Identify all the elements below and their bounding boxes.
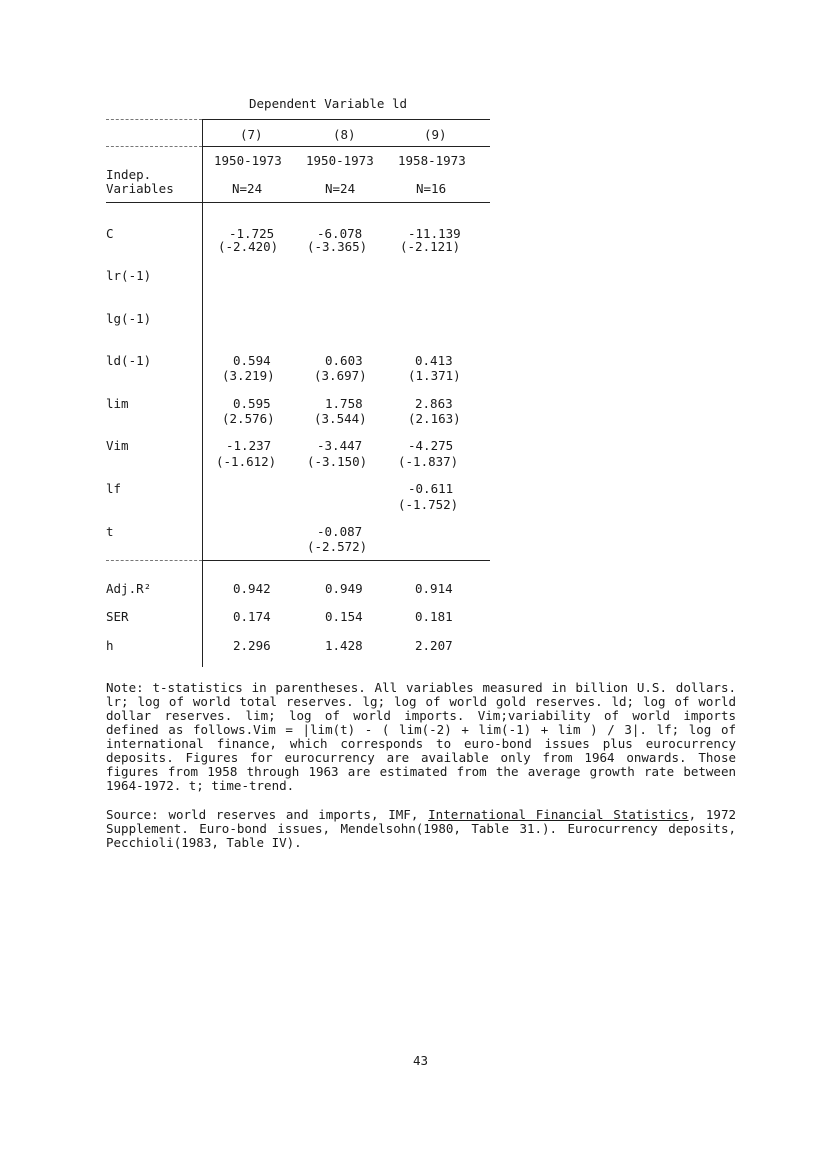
page-number: 43 — [413, 1053, 429, 1068]
top-rule-right — [202, 119, 490, 120]
tstat-c-8: (-3.365) — [307, 239, 368, 254]
table-source — [106, 808, 736, 850]
col-period-8: 1950-1973 — [306, 153, 374, 168]
row-label-lf: lf — [106, 481, 122, 496]
tstat-ld-8: (3.697) — [314, 368, 367, 383]
header-left-line2: Variables — [106, 181, 174, 196]
stat-h-9: 2.207 — [415, 638, 453, 653]
tstat-c-9: (-2.121) — [400, 239, 461, 254]
col-num-8: (8) — [333, 127, 356, 142]
header-rule-left — [106, 146, 202, 147]
coef-t-8: -0.087 — [317, 524, 363, 539]
table-note — [106, 681, 736, 793]
table-title: Dependent Variable ld — [249, 96, 408, 111]
stat-label-h: h — [106, 638, 114, 653]
coef-lim-8: 1.758 — [325, 396, 363, 411]
col-n-8: N=24 — [325, 181, 356, 196]
stat-h-8: 1.428 — [325, 638, 363, 653]
stat-adjr2-7: 0.942 — [233, 581, 271, 596]
source-publication-title: International Financial Statistics — [428, 807, 689, 822]
subheader-rule — [106, 202, 490, 203]
source-text-pre: Source: world reserves and imports, IMF, — [106, 807, 429, 822]
source-paragraph — [106, 808, 736, 850]
tstat-ld-7: (3.219) — [222, 368, 275, 383]
coef-ld-8: 0.603 — [325, 353, 363, 368]
coef-vim-7: -1.237 — [226, 438, 272, 453]
col-n-9: N=16 — [416, 181, 447, 196]
top-rule-left — [106, 119, 202, 120]
coef-c-8: -6.078 — [317, 226, 363, 241]
col-num-7: (7) — [240, 127, 263, 142]
coef-ld-9: 0.413 — [415, 353, 453, 368]
stat-label-adjr2: Adj.R² — [106, 581, 152, 596]
tstat-lim-9: (2.163) — [408, 411, 461, 426]
col-period-7: 1950-1973 — [214, 153, 282, 168]
row-label-t: t — [106, 524, 114, 539]
note-paragraph: Note: t-statistics in parentheses. All variables measured in billion U.S. dollars. lr; log of world total reserves. lg; log of world gold reserves. ld; log of world dollar reserves. lim; log of world imports. Vim;variability of world imports defined as follows.Vim = |lim(t) - ( lim(-2) + lim(-1) + lim ) / 3|. lf; log of international finance, which corresponds to euro-bond issues plus eurocurrency deposits. Figures for eurocurrency are available only from 1964 onwards. Those figures from 1958 through 1963 are estimated from the average growth rate between 1964-1972. t; time-trend. — [106, 680, 736, 793]
coef-lim-7: 0.595 — [233, 396, 271, 411]
stat-h-7: 2.296 — [233, 638, 271, 653]
coef-vim-8: -3.447 — [317, 438, 363, 453]
coef-lf-9: -0.611 — [408, 481, 454, 496]
coef-c-9: -11.139 — [408, 226, 461, 241]
column-divider — [202, 119, 203, 667]
tstat-c-7: (-2.420) — [218, 239, 279, 254]
tstat-lim-7: (2.576) — [222, 411, 275, 426]
stat-ser-9: 0.181 — [415, 609, 453, 624]
stats-rule-right — [202, 560, 490, 561]
header-left-line1: Indep. — [106, 167, 152, 182]
row-label-vim: Vim — [106, 438, 129, 453]
row-label-ld: ld(-1) — [106, 353, 152, 368]
row-label-lg: lg(-1) — [106, 311, 152, 326]
tstat-vim-8: (-3.150) — [307, 454, 368, 469]
stat-label-ser: SER — [106, 609, 129, 624]
coef-ld-7: 0.594 — [233, 353, 271, 368]
row-label-lim: lim — [106, 396, 129, 411]
tstat-vim-7: (-1.612) — [216, 454, 277, 469]
tstat-t-8: (-2.572) — [307, 539, 368, 554]
tstat-lf-9: (-1.752) — [398, 497, 459, 512]
col-num-9: (9) — [424, 127, 447, 142]
tstat-lim-8: (3.544) — [314, 411, 367, 426]
source-text-post: , 1972 Supplement. Euro-bond issues, Mendelsohn(1980, Table 31.). Eurocurrency deposits, Pecchioli(1983, Table IV). — [106, 807, 736, 850]
tstat-vim-9: (-1.837) — [398, 454, 459, 469]
stat-ser-8: 0.154 — [325, 609, 363, 624]
row-label-lr: lr(-1) — [106, 268, 152, 283]
coef-lim-9: 2.863 — [415, 396, 453, 411]
tstat-ld-9: (1.371) — [408, 368, 461, 383]
coef-vim-9: -4.275 — [408, 438, 454, 453]
stat-adjr2-9: 0.914 — [415, 581, 453, 596]
coef-c-7: -1.725 — [229, 226, 275, 241]
stat-adjr2-8: 0.949 — [325, 581, 363, 596]
col-period-9: 1958-1973 — [398, 153, 466, 168]
stats-rule-left — [106, 560, 202, 561]
col-n-7: N=24 — [232, 181, 263, 196]
header-rule-right — [202, 146, 490, 147]
row-label-c: C — [106, 226, 114, 241]
stat-ser-7: 0.174 — [233, 609, 271, 624]
